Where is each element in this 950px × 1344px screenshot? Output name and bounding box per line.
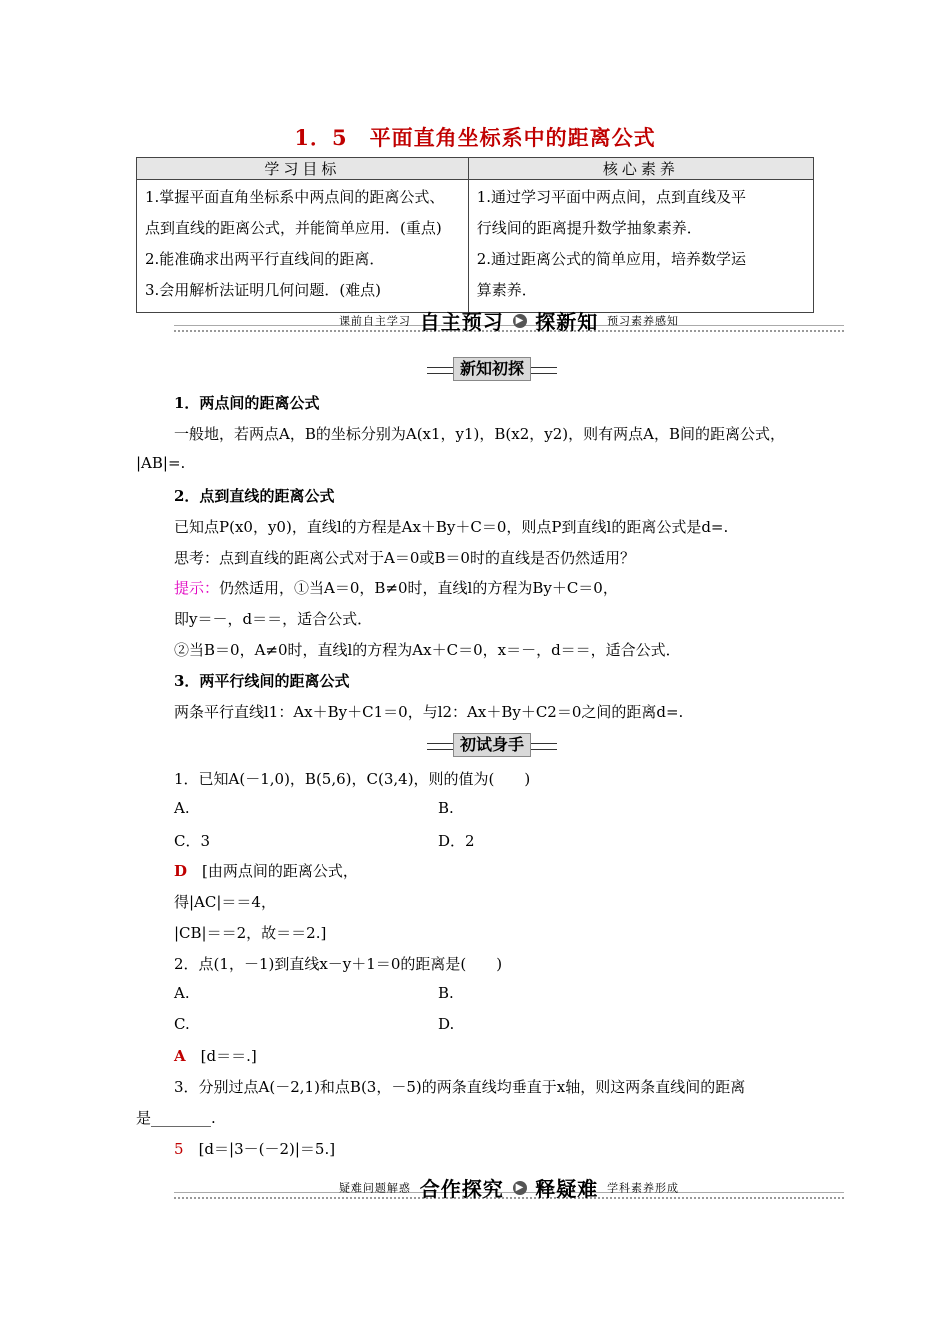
option-b: B. [438,984,454,1002]
option-b: B. [438,799,454,817]
hint-label: 提示： [174,579,220,597]
literacy-line: 算素养． [476,281,537,299]
answer-text: [d＝＝.] [200,1047,257,1065]
banner-title: 探新知 [535,310,599,334]
question-3-cont: 是________. [136,1109,216,1127]
answer-line: |CB|＝＝2，故＝＝2.] [174,924,327,942]
question-3: 3．分别过点A(－2,1)和点B(3，－5)的两条直线均垂直于x轴，则这两条直线间的距离 [174,1078,746,1096]
answer-letter: 5 [174,1140,184,1158]
banner-title: 自主预习 [419,310,504,334]
paragraph: |AB|=. [136,454,186,472]
banner-left-text: 课前自主学习 [338,314,411,328]
hint-line [174,577,618,598]
section-banner-explore [174,1173,844,1199]
section-banner-preview [174,306,844,332]
paragraph: 两条平行直线l1：Ax＋By＋C1＝0，与l2：Ax＋By＋C2＝0之间的距离d=. [174,703,684,721]
goal-line: 3.会用解析法证明几何问题．(难点) [145,281,382,299]
answer-text: [d＝|3－(－2)|＝5.] [198,1140,336,1158]
question-1: 1．已知A(－1,0)，B(5,6)，C(3,4)，则的值为( ) [174,770,531,788]
answer-2 [174,1045,257,1066]
answer-line: 得|AC|＝＝4， [174,893,276,911]
goals-header-left: 学习目标 [137,158,469,180]
subheading-label: 初试身手 [453,733,531,757]
hint-line: 即y＝－，d＝＝，适合公式． [174,610,373,628]
subheading-label: 新知初探 [453,357,531,381]
goal-line: 2.能准确求出两平行直线间的距离． [145,250,385,268]
banner-right-text: 学科素养形成 [607,1181,680,1195]
arrow-icon: ▶ [513,1181,527,1195]
goal-line: 1.掌握平面直角坐标系中两点间的距离公式、 [145,188,445,206]
answer-3 [174,1138,335,1159]
goals-header-right: 核心素养 [468,158,813,180]
goals-table [136,157,814,313]
option-d: D. [438,1015,455,1033]
goals-left-cell [137,180,469,313]
option-c: C．3 [174,832,211,850]
subheading-new-knowledge [427,357,557,379]
option-a: A. [174,984,190,1002]
paragraph: 一般地，若两点A，B的坐标分别为A(x1，y1)，B(x2，y2)，则有两点A，B间的距离公式， [174,425,786,443]
banner-right-text: 预习素养感知 [607,314,680,328]
question-2: 2．点(1，－1)到直线x－y＋1＝0的距离是( ) [174,955,503,973]
heading-two-point-distance: 1．两点间的距离公式 [174,394,320,412]
heading-parallel-distance: 3．两平行线间的距离公式 [174,672,350,690]
paragraph: 已知点P(x0，y0)，直线l的方程是Ax＋By＋C＝0，则点P到直线l的距离公式是d=. [174,518,729,536]
answer-letter: A [174,1047,186,1065]
answer-letter: D [174,862,188,880]
hint-text: 仍然适用，①当A＝0，B≠0时，直线l的方程为By＋C＝0， [219,579,618,597]
hint-line: ②当B＝0，A≠0时，直线l的方程为Ax＋C＝0，x＝－，d＝＝，适合公式． [174,641,681,659]
think-question: 思考：点到直线的距离公式对于A＝0或B＝0时的直线是否仍然适用？ [174,549,635,567]
banner-left-text: 疑难问题解惑 [338,1181,411,1195]
banner-title: 释疑难 [535,1177,599,1201]
option-d: D．2 [438,832,475,850]
arrow-icon: ▶ [513,314,527,328]
answer-text: [由两点间的距离公式， [202,862,358,880]
goals-right-cell [468,180,813,313]
answer-1 [174,860,358,881]
goal-line: 点到直线的距离公式，并能简单应用．(重点) [145,219,442,237]
literacy-line: 1.通过学习平面中两点间，点到直线及平 [476,188,747,206]
literacy-line: 2.通过距离公式的简单应用，培养数学运 [476,250,747,268]
option-c: C. [174,1015,190,1033]
literacy-line: 行线间的距离提升数学抽象素养． [476,219,702,237]
option-a: A. [174,799,190,817]
banner-title: 合作探究 [419,1177,504,1201]
subheading-first-try [427,733,557,755]
page-title: 1．5 平面直角坐标系中的距离公式 [294,125,656,150]
heading-point-line-distance: 2．点到直线的距离公式 [174,487,335,505]
